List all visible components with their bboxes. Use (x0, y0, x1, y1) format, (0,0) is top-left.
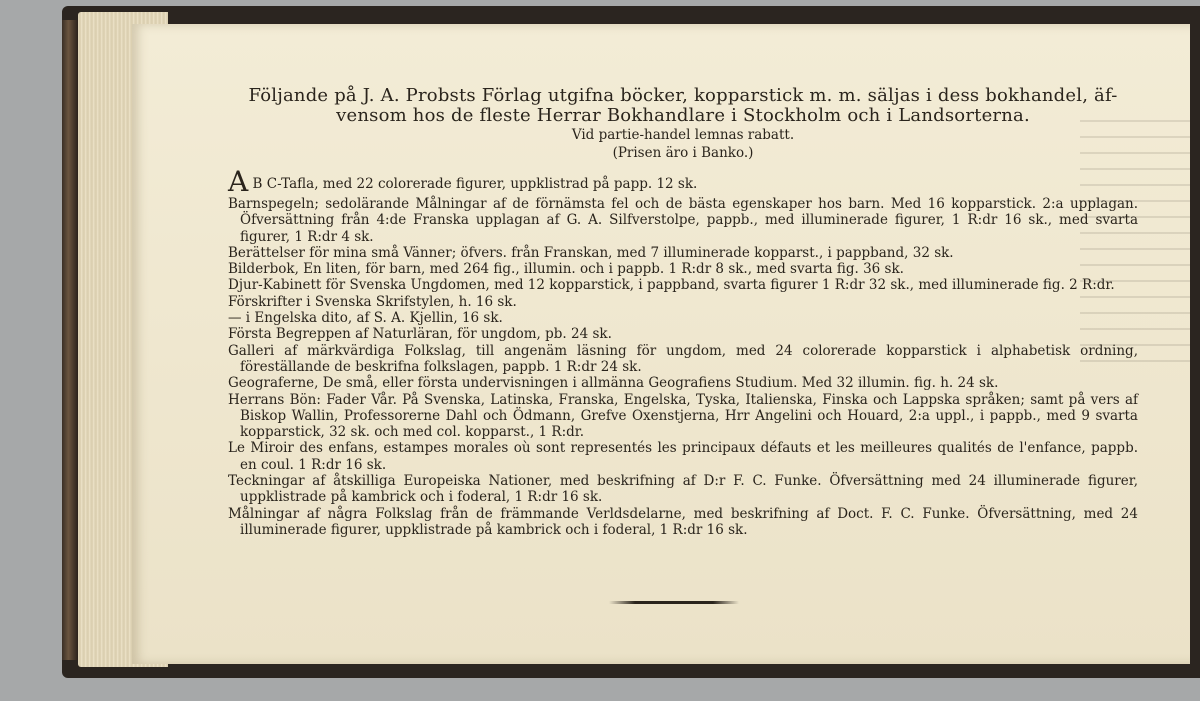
entry-teckningar: Teckningar af åtskilliga Europeiska Nationer, med beskrifning af D:r F. C. Funke. Öfversättning med 24 illuminerade figurer, uppklistrade på kambrick och i foderal, 1 R:dr 16 sk. (228, 473, 1138, 506)
entry-herrans-bon: Herrans Bön: Fader Vår. På Svenska, Latinska, Franska, Engelska, Tyska, Italienska, Finska och Lappska språken; samt på vers af Biskop Wallin, Professorerne Dahl och Ödmann, Grefve Oxenstjerna, Hrr Angelini och Houard, 2:a uppl., i pappb., med 9 svarta kopparstick, 32 sk. och med col. kopparst., 1 R:dr. (228, 391, 1138, 441)
first-entry (228, 165, 1138, 198)
catalogue-text-block (228, 86, 1138, 538)
entry-djur-kabinett: Djur-Kabinett för Svenska Ungdomen, med 12 kopparstick, i pappband, svarta figurer 1 R:dr 32 sk., med illuminerade fig. 2 R:dr. (228, 277, 1115, 294)
price-note: (Prisen äro i Banko.) (612, 145, 754, 161)
entry-le-miroir: Le Miroir des enfans, estampes morales où sont representés les principaux défauts et les meilleures qualités de l'enfance, pappb. en coul. 1 R:dr 16 sk. (228, 440, 1138, 473)
book-spine-edge (62, 20, 78, 660)
entry-berattelser: Berättelser för mina små Vänner; öfvers. från Franskan, med 7 illuminerade kopparst., i pappband, 32 sk. (228, 244, 954, 261)
catalogue-title-line-2: vensom hos de fleste Herrar Bokhandlare i Stockholm och i Landsorterna. (336, 105, 1030, 126)
entry-galleri: Galleri af märkvärdiga Folkslag, till angenäm läsning för ungdom, med 24 colorerade kopparstick i alphabetisk ordning, föreställande de beskrifna folkslagen, pappb. 1 R:dr 24 sk. (228, 342, 1138, 375)
catalogue-title-line-1: Följande på J. A. Probsts Förlag utgifna böcker, kopparstick m. m. säljas i dess bokhandel, äf- (248, 85, 1118, 106)
entry-forskrifter-engelska: — i Engelska dito, af S. A. Kjellin, 16 sk. (228, 310, 503, 327)
discount-note: Vid partie-handel lemnas rabatt. (571, 127, 795, 143)
first-entry-text: B C-Tafla, med 22 colorerade figurer, uppklistrad på papp. 12 sk. (248, 176, 698, 192)
entry-forskrifter: Förskrifter i Svenska Skrifstylen, h. 16 sk. (228, 293, 517, 310)
entry-bilderbok: Bilderbok, En liten, för barn, med 264 fig., illumin. och i pappb. 1 R:dr 8 sk., med svarta fig. 36 sk. (228, 261, 904, 278)
entry-forsta-begreppen: Första Begreppen af Naturläran, för ungdom, pb. 24 sk. (228, 326, 612, 343)
dropcap-letter: A (228, 165, 249, 198)
closing-rule (609, 601, 739, 604)
book-right-edge (1190, 18, 1200, 668)
entry-barnspegeln: Barnspegeln; sedolärande Målningar af de förnämsta fel och de bästa egenskaper hos barn. Med 16 kopparstick. 2:a upplagan. Öfversättning från 4:de Franska upplagan af G. A. Silfverstolpe, pappb., med illuminerade figurer, 1 R:dr 16 sk., med svarta figurer, 1 R:dr 4 sk. (228, 196, 1138, 245)
entry-geograferne: Geograferne, De små, eller första undervisningen i allmänna Geografiens Studium. Med 32 illumin. fig. h. 24 sk. (228, 375, 999, 392)
entry-malningar: Målningar af några Folkslag från de främmande Verldsdelarne, med beskrifning af Doct. F. C. Funke. Öfversättning, med 24 illuminerade figurer, uppklistrade på kambrick och i foderal, 1 R:dr 16 sk. (228, 505, 1138, 538)
